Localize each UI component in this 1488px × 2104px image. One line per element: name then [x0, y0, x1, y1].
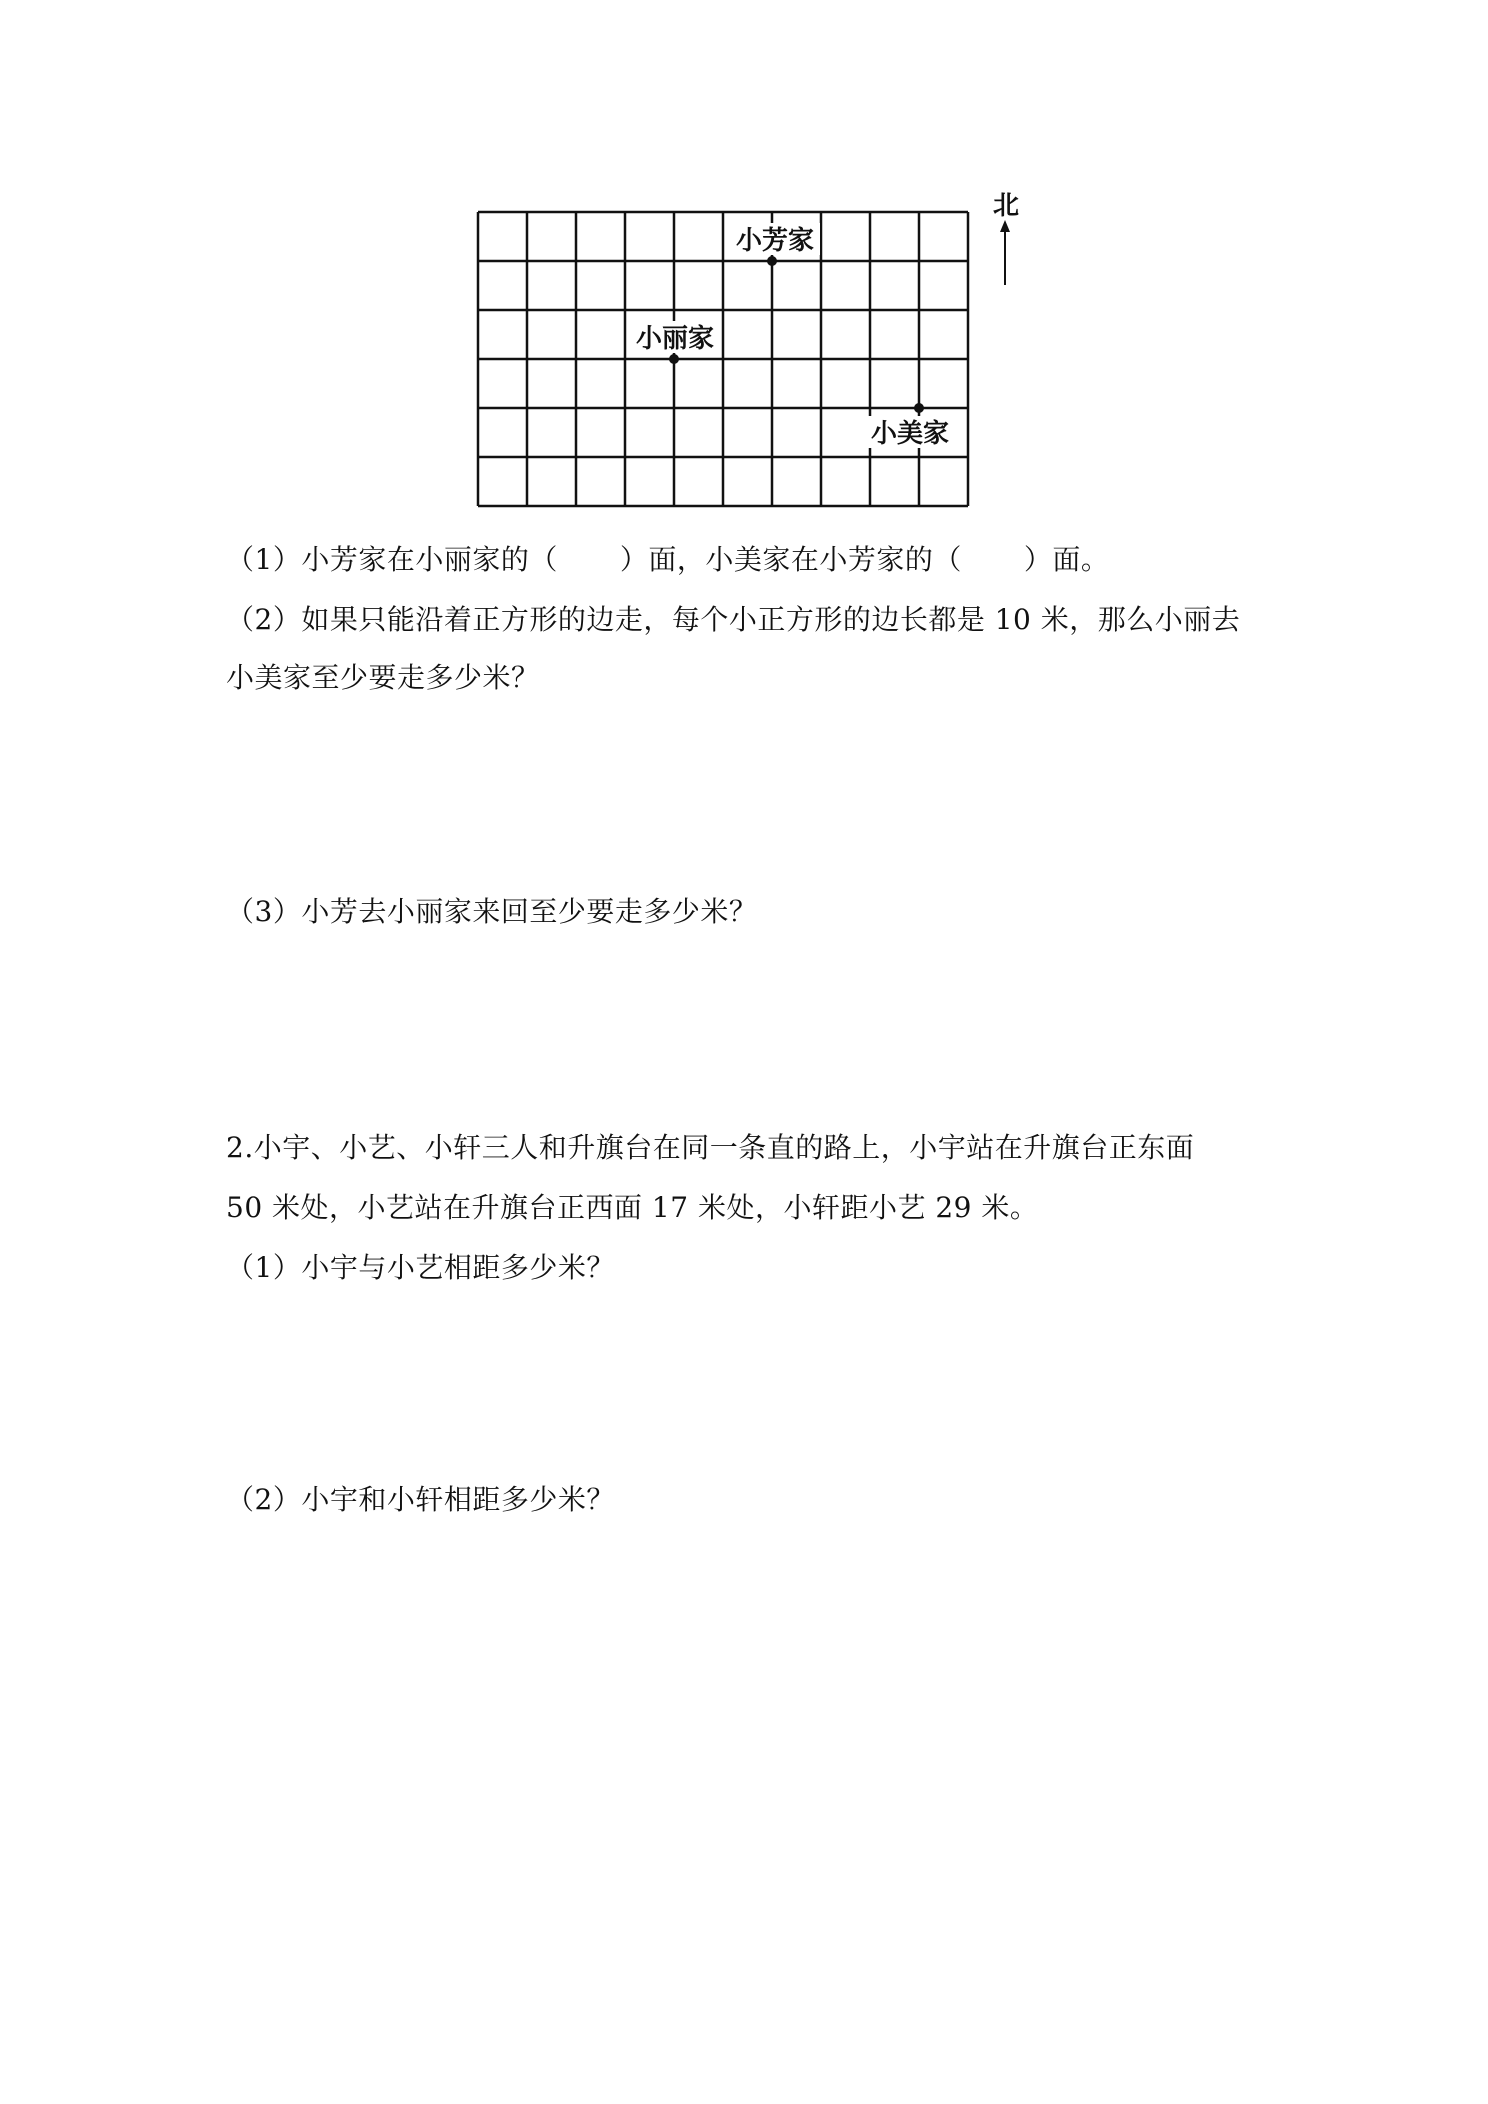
north-label: 北 — [993, 191, 1020, 221]
house-dot — [767, 256, 777, 266]
house-label: 小丽家 — [636, 324, 715, 354]
q1-sub1-part-c: ）面。 — [1023, 543, 1110, 576]
q1-sub1 — [226, 540, 1109, 580]
house-label: 小芳家 — [736, 226, 815, 256]
q2-line1: 2.小宇、小艺、小轩三人和升旗台在同一条直的路上，小宇站在升旗台正东面 — [226, 1131, 1195, 1164]
q1-sub1-part-a: （1）小芳家在小丽家的（ — [226, 543, 558, 576]
grid-lines — [478, 212, 968, 506]
north-arrow — [993, 191, 1019, 285]
grid-map — [470, 190, 1030, 520]
q2-sub1: （1）小宇与小艺相距多少米？ — [226, 1251, 615, 1284]
q1-sub2-line1: （2）如果只能沿着正方形的边走，每个小正方形的边长都是 10 米，那么小丽去 — [226, 603, 1241, 636]
house-label: 小美家 — [871, 419, 950, 449]
q1-sub1-part-b: ）面，小美家在小芳家的（ — [619, 543, 962, 576]
q2-sub2: （2）小宇和小轩相距多少米？ — [226, 1483, 615, 1516]
house-dot — [669, 354, 679, 364]
q2-line2: 50 米处，小艺站在升旗台正西面 17 米处，小轩距小艺 29 米。 — [226, 1191, 1039, 1224]
house-dot — [914, 403, 924, 413]
q1-sub3: （3）小芳去小丽家来回至少要走多少米？ — [226, 895, 758, 928]
house-markers — [632, 223, 955, 449]
q1-sub2-line2: 小美家至少要走多少米？ — [226, 661, 540, 694]
